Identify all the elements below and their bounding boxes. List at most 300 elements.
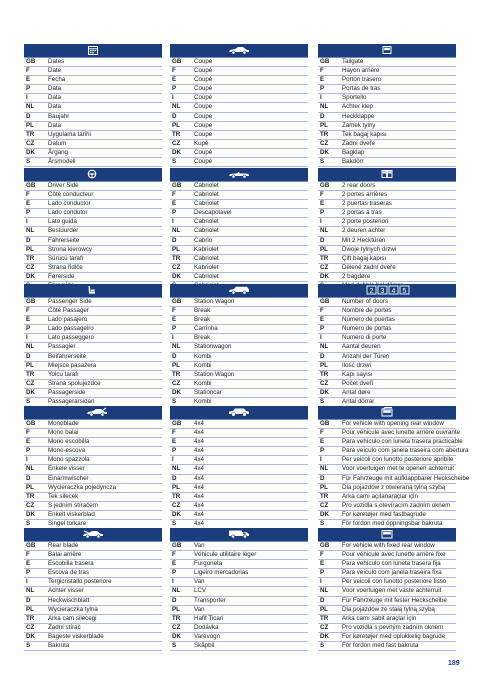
translation-text: Number of doors bbox=[342, 298, 389, 305]
language-row bbox=[24, 94, 162, 103]
language-row bbox=[318, 511, 456, 520]
translation-text: Hayon arrière bbox=[342, 67, 380, 75]
language-code: I bbox=[26, 456, 28, 464]
language-code: GB bbox=[320, 420, 330, 427]
language-code: NL bbox=[172, 103, 181, 111]
language-row bbox=[170, 551, 308, 560]
language-code: E bbox=[172, 76, 177, 84]
language-row bbox=[318, 560, 456, 569]
language-row bbox=[170, 334, 308, 343]
language-row bbox=[24, 429, 162, 438]
translation-text: Pro vozidla s otevíracím zadním oknem bbox=[342, 501, 451, 509]
language-row bbox=[24, 642, 162, 651]
language-row bbox=[24, 389, 162, 398]
language-code: TR bbox=[172, 130, 181, 138]
translation-text: Dodávka bbox=[194, 623, 219, 631]
language-row bbox=[170, 246, 308, 255]
language-code: DK bbox=[320, 632, 329, 640]
block-rear-blade bbox=[24, 528, 162, 651]
translation-text: 2 deuren achter bbox=[342, 227, 386, 235]
language-row bbox=[170, 122, 308, 131]
language-code: DK bbox=[320, 148, 329, 156]
language-code: F bbox=[26, 429, 30, 437]
language-row bbox=[24, 131, 162, 140]
translation-text: Coupé bbox=[194, 76, 213, 84]
language-row bbox=[24, 380, 162, 389]
language-code: NL bbox=[26, 227, 35, 235]
language-code: PL bbox=[320, 361, 328, 369]
language-row bbox=[318, 447, 469, 456]
language-code: DK bbox=[172, 632, 181, 640]
language-code: PL bbox=[172, 605, 180, 613]
language-row bbox=[170, 380, 308, 389]
language-code: DK bbox=[320, 510, 329, 518]
language-row bbox=[24, 158, 162, 167]
language-row bbox=[24, 560, 162, 569]
language-code: P bbox=[320, 85, 325, 93]
translation-text: Cabriolet bbox=[194, 200, 219, 208]
language-code: P bbox=[320, 209, 325, 217]
language-code: CZ bbox=[320, 501, 329, 509]
language-row bbox=[170, 569, 308, 578]
language-row bbox=[170, 420, 308, 429]
language-row bbox=[24, 149, 162, 158]
language-code: CZ bbox=[172, 263, 181, 271]
language-code: DK bbox=[26, 510, 35, 518]
block-header bbox=[170, 168, 308, 182]
language-code: TR bbox=[172, 370, 181, 378]
language-row bbox=[170, 182, 308, 191]
language-code: NL bbox=[320, 103, 329, 111]
block-header bbox=[318, 168, 456, 182]
language-code: TR bbox=[320, 492, 329, 500]
translation-text: Van bbox=[194, 605, 205, 613]
language-code: CZ bbox=[26, 501, 35, 509]
translation-text: Cabriolet bbox=[194, 191, 219, 199]
translation-text: Dwoje tylnych drzwi bbox=[342, 245, 397, 253]
language-row bbox=[170, 67, 308, 76]
language-row bbox=[24, 58, 162, 67]
language-code: CZ bbox=[26, 263, 35, 271]
language-row bbox=[170, 113, 308, 122]
language-row bbox=[24, 447, 162, 456]
language-code: S bbox=[26, 158, 31, 166]
language-code: GB bbox=[172, 298, 182, 305]
block-header bbox=[24, 168, 162, 182]
language-code: GB bbox=[172, 420, 182, 427]
language-row bbox=[24, 493, 162, 502]
translation-text: Baujahr bbox=[48, 112, 70, 120]
language-code: TR bbox=[320, 130, 329, 138]
language-row bbox=[318, 420, 456, 429]
language-code: I bbox=[320, 334, 322, 342]
translation-text: Véhicule utilitaire léger bbox=[194, 551, 257, 559]
language-code: CZ bbox=[172, 139, 181, 147]
translation-text: Heckklappe bbox=[342, 112, 375, 120]
translation-text: 2 bagdøre bbox=[342, 272, 371, 280]
translation-text: Coupe bbox=[194, 130, 213, 138]
translation-text: Ligeiro mercadorias bbox=[194, 569, 249, 577]
language-code: E bbox=[26, 438, 31, 446]
language-row bbox=[24, 200, 162, 209]
translation-text: Pour véhicule avec lunette arrière fixe bbox=[342, 551, 446, 559]
translation-text: 2 portes arrières bbox=[342, 191, 388, 199]
translation-text: Lato passeggero bbox=[48, 334, 95, 342]
translation-text: 4x4 bbox=[194, 520, 204, 528]
language-row bbox=[318, 307, 456, 316]
language-code: E bbox=[320, 316, 325, 324]
language-code: P bbox=[320, 325, 325, 333]
language-row bbox=[170, 218, 308, 227]
block-rear-doors bbox=[318, 168, 456, 291]
language-code: GB bbox=[320, 182, 330, 189]
translation-text: Para veículo com janela traseira fixa bbox=[342, 569, 442, 577]
language-row bbox=[170, 76, 308, 85]
fixed-rear-window-icon bbox=[381, 529, 393, 539]
language-row bbox=[318, 325, 456, 334]
translation-text: Miejsce pasażera bbox=[48, 361, 97, 369]
language-row bbox=[170, 237, 308, 246]
language-code: D bbox=[26, 236, 31, 244]
language-row bbox=[170, 94, 308, 103]
translation-text: Coupé bbox=[194, 67, 213, 75]
block-header bbox=[318, 528, 456, 542]
language-code: D bbox=[172, 596, 177, 604]
language-code: F bbox=[320, 551, 324, 559]
language-row bbox=[318, 551, 456, 560]
language-code: D bbox=[172, 236, 177, 244]
translation-text: Zadní stírač bbox=[48, 623, 81, 631]
language-row bbox=[318, 615, 456, 624]
language-row bbox=[318, 209, 456, 218]
translation-text: Mono balai bbox=[48, 429, 79, 437]
translation-text: Cabriolet bbox=[194, 218, 219, 226]
language-row bbox=[24, 227, 162, 236]
language-row bbox=[24, 237, 162, 246]
translation-text: Coupé bbox=[194, 158, 213, 166]
translation-text: Einarmwischer bbox=[48, 474, 89, 482]
translation-text: 4x4 bbox=[194, 501, 204, 509]
rear-blade-icon bbox=[82, 529, 104, 539]
language-row bbox=[24, 140, 162, 149]
language-code: D bbox=[320, 596, 325, 604]
language-code: S bbox=[320, 158, 325, 166]
language-row bbox=[318, 246, 456, 255]
translation-text: Bestuurder bbox=[48, 227, 79, 235]
translation-text: Coupe bbox=[194, 121, 213, 129]
language-row bbox=[318, 606, 456, 615]
language-code: PL bbox=[26, 245, 34, 253]
language-code: PL bbox=[26, 483, 34, 491]
language-row bbox=[24, 325, 162, 334]
language-code: DK bbox=[26, 272, 35, 280]
translation-text: Arka camı sabit araçlar için bbox=[342, 614, 417, 622]
language-row bbox=[318, 642, 456, 651]
block-fixed-rear-window bbox=[318, 528, 456, 651]
language-row bbox=[24, 298, 162, 307]
language-row bbox=[24, 85, 162, 94]
language-row bbox=[24, 578, 162, 587]
block-monoblade bbox=[24, 406, 162, 529]
language-row bbox=[318, 85, 456, 94]
block-header bbox=[318, 284, 456, 298]
translation-text: Break bbox=[194, 316, 211, 324]
translation-text: Für Fahrzeuge mit aufklappbarer Heckscheibe bbox=[342, 474, 470, 482]
language-row bbox=[170, 103, 308, 112]
language-row bbox=[318, 237, 456, 246]
translation-text: Lado condutor bbox=[48, 209, 88, 217]
language-row bbox=[24, 597, 162, 606]
language-code: F bbox=[172, 67, 176, 75]
translation-text: 4x4 bbox=[194, 465, 204, 473]
translation-text: Mono-escova bbox=[48, 447, 86, 455]
language-row bbox=[24, 67, 162, 76]
language-code: F bbox=[320, 307, 324, 315]
translation-text: Årsmodell bbox=[48, 158, 76, 166]
language-code: F bbox=[26, 551, 30, 559]
language-code: D bbox=[26, 352, 31, 360]
language-code: I bbox=[320, 218, 322, 226]
language-row bbox=[170, 209, 308, 218]
language-row bbox=[24, 551, 162, 560]
translation-text: För fordon med fast bakruta bbox=[342, 642, 419, 650]
translation-text: Descapotavel bbox=[194, 209, 232, 217]
language-row bbox=[24, 218, 162, 227]
translation-text: Furgoneta bbox=[194, 560, 223, 568]
block-header bbox=[318, 406, 456, 420]
translation-text: Kombi bbox=[194, 398, 212, 406]
language-code: S bbox=[26, 398, 31, 406]
svg-text:4: 4 bbox=[391, 288, 396, 295]
language-row bbox=[318, 353, 456, 362]
language-row bbox=[170, 307, 308, 316]
language-code: I bbox=[172, 94, 174, 102]
language-row bbox=[318, 502, 456, 511]
language-code: D bbox=[320, 474, 325, 482]
block-opening-rear-window bbox=[318, 406, 470, 529]
language-row bbox=[24, 264, 162, 273]
language-code: CZ bbox=[26, 623, 35, 631]
language-row bbox=[24, 624, 162, 633]
translation-text: Côté conducteur bbox=[48, 191, 94, 199]
language-code: PL bbox=[320, 245, 328, 253]
language-row bbox=[170, 273, 308, 282]
language-code: TR bbox=[320, 614, 329, 622]
translation-text: Coupe bbox=[194, 103, 213, 111]
language-row bbox=[170, 353, 308, 362]
translation-text: Coupé bbox=[194, 148, 213, 156]
language-code: CZ bbox=[172, 501, 181, 509]
language-code: P bbox=[172, 209, 177, 217]
translation-text: Mit 2 Hecktüren bbox=[342, 236, 386, 244]
language-code: I bbox=[172, 456, 174, 464]
translation-text: Pro vozidla s pevným zadním oknem bbox=[342, 623, 444, 631]
language-row bbox=[24, 511, 162, 520]
translation-text: Bageste viskerblade bbox=[48, 632, 104, 640]
language-row bbox=[24, 122, 162, 131]
translation-text: Sportello bbox=[342, 94, 367, 102]
language-code: GB bbox=[320, 542, 330, 549]
language-code: P bbox=[320, 569, 325, 577]
translation-text: Passagier bbox=[48, 343, 76, 351]
language-code: CZ bbox=[26, 139, 35, 147]
translation-text: Førerside bbox=[48, 272, 75, 280]
language-code: CZ bbox=[320, 263, 329, 271]
language-code: S bbox=[26, 642, 31, 650]
language-code: S bbox=[320, 642, 325, 650]
translation-text: Heckwischblatt bbox=[48, 596, 90, 604]
block-header bbox=[24, 44, 162, 58]
language-row bbox=[170, 447, 308, 456]
translation-text: For køretøjer med fastbagrude bbox=[342, 510, 426, 518]
translation-text: Pour véhicule avec lunette arrière ouvrante bbox=[342, 429, 460, 437]
translation-text: Arka camı açılanaraçlar için bbox=[342, 492, 418, 500]
language-row bbox=[24, 465, 162, 474]
translation-text: Singel torkare bbox=[48, 520, 87, 528]
language-code: GB bbox=[26, 298, 36, 305]
language-row bbox=[170, 511, 308, 520]
language-code: DK bbox=[172, 388, 181, 396]
language-code: NL bbox=[26, 343, 35, 351]
language-code: DK bbox=[26, 632, 35, 640]
translation-text: Portas de tras bbox=[342, 85, 381, 93]
translation-text: 4x4 bbox=[194, 420, 204, 427]
language-row bbox=[318, 371, 456, 380]
van-icon bbox=[228, 529, 250, 539]
language-row bbox=[24, 246, 162, 255]
translation-text: Portón trasero bbox=[342, 76, 382, 84]
language-code: S bbox=[320, 398, 325, 406]
language-row bbox=[24, 76, 162, 85]
translation-text: 4x4 bbox=[194, 483, 204, 491]
language-row bbox=[318, 67, 456, 76]
language-code: PL bbox=[26, 361, 34, 369]
translation-text: Station Wagon bbox=[194, 370, 235, 378]
translation-text: Lado conductor bbox=[48, 200, 91, 208]
translation-text: Data bbox=[48, 121, 62, 129]
language-code: PL bbox=[26, 121, 34, 129]
translation-text: Van bbox=[194, 578, 205, 586]
translation-text: Station Wagon bbox=[194, 298, 235, 305]
language-code: GB bbox=[26, 182, 36, 189]
language-row bbox=[24, 542, 162, 551]
door-number-icons bbox=[366, 285, 410, 295]
language-row bbox=[170, 615, 308, 624]
language-row bbox=[318, 273, 456, 282]
translation-text: Driver Side bbox=[48, 182, 79, 189]
language-code: D bbox=[172, 112, 177, 120]
translation-text: Lado pasajero bbox=[48, 316, 88, 324]
language-row bbox=[318, 465, 456, 474]
translation-text: Lato guida bbox=[48, 218, 77, 226]
translation-text: Numero di porte bbox=[342, 334, 387, 342]
translation-text: Mono escobilla bbox=[48, 438, 90, 446]
language-row bbox=[318, 484, 456, 493]
translation-text: Enkelt viskerblad bbox=[48, 510, 95, 518]
language-code: I bbox=[320, 456, 322, 464]
block-tailgate bbox=[318, 44, 456, 167]
language-code: NL bbox=[320, 343, 329, 351]
language-code: PL bbox=[172, 361, 180, 369]
language-row bbox=[24, 316, 162, 325]
language-code: CZ bbox=[320, 623, 329, 631]
language-code: F bbox=[172, 191, 176, 199]
translation-text: Çift bagaj kapısı bbox=[342, 254, 387, 262]
language-row bbox=[318, 227, 456, 236]
translation-text: Dla pojazdów z otwieraną tylną szybą bbox=[342, 483, 446, 491]
language-row bbox=[318, 380, 456, 389]
translation-text: Stationcar bbox=[194, 388, 222, 396]
language-code: F bbox=[172, 307, 176, 315]
svg-text:2: 2 bbox=[369, 288, 374, 295]
translation-text: Balai arrière bbox=[48, 551, 82, 559]
language-row bbox=[24, 587, 162, 596]
language-code: I bbox=[172, 578, 174, 586]
language-row bbox=[170, 58, 308, 67]
language-row bbox=[170, 227, 308, 236]
language-code: TR bbox=[26, 254, 35, 262]
translation-text: Carrinha bbox=[194, 325, 218, 333]
block-cabriolet bbox=[170, 168, 308, 291]
block-header bbox=[318, 44, 456, 58]
language-row bbox=[24, 484, 162, 493]
language-code: NL bbox=[26, 103, 35, 111]
cabriolet-car-icon bbox=[228, 169, 250, 179]
language-row bbox=[318, 94, 456, 103]
language-code: CZ bbox=[320, 139, 329, 147]
block-header bbox=[170, 44, 308, 58]
language-row bbox=[170, 255, 308, 264]
language-row bbox=[24, 307, 162, 316]
translation-text: Tailgate bbox=[342, 58, 364, 65]
language-row bbox=[318, 542, 456, 551]
translation-text: 4x4 bbox=[194, 429, 204, 437]
translation-text: Nombre de portes bbox=[342, 307, 392, 315]
language-code: PL bbox=[172, 245, 180, 253]
language-code: NL bbox=[26, 465, 35, 473]
translation-text: Break bbox=[194, 334, 211, 342]
translation-text: Achter visser bbox=[48, 587, 84, 595]
block-header bbox=[170, 528, 308, 542]
language-code: D bbox=[26, 596, 31, 604]
translation-text: 4x4 bbox=[194, 474, 204, 482]
language-row bbox=[318, 343, 456, 352]
language-code: DK bbox=[172, 148, 181, 156]
language-code: PL bbox=[172, 483, 180, 491]
language-code: P bbox=[26, 569, 31, 577]
translation-text: Coupe bbox=[194, 58, 213, 65]
translation-text: Enkele visser bbox=[48, 465, 85, 473]
language-row bbox=[24, 615, 162, 624]
language-row bbox=[318, 474, 470, 484]
translation-text: Für Fahrzeuge mit fester Heckscheibe bbox=[342, 596, 447, 604]
translation-text: Lado passageiro bbox=[48, 325, 94, 333]
language-code: P bbox=[26, 447, 31, 455]
language-row bbox=[170, 493, 308, 502]
language-code: GB bbox=[172, 542, 182, 549]
translation-text: Antal dörrar bbox=[342, 398, 375, 406]
block-passenger-side bbox=[24, 284, 162, 407]
block-header bbox=[24, 284, 162, 298]
page-number: 189 bbox=[448, 660, 460, 667]
language-row bbox=[24, 362, 162, 371]
language-code: NL bbox=[172, 587, 181, 595]
translation-text: Bakdörr bbox=[342, 158, 364, 166]
language-row bbox=[24, 255, 162, 264]
language-row bbox=[318, 597, 456, 606]
translation-text: Varevogn bbox=[194, 632, 221, 640]
language-code: D bbox=[320, 352, 325, 360]
